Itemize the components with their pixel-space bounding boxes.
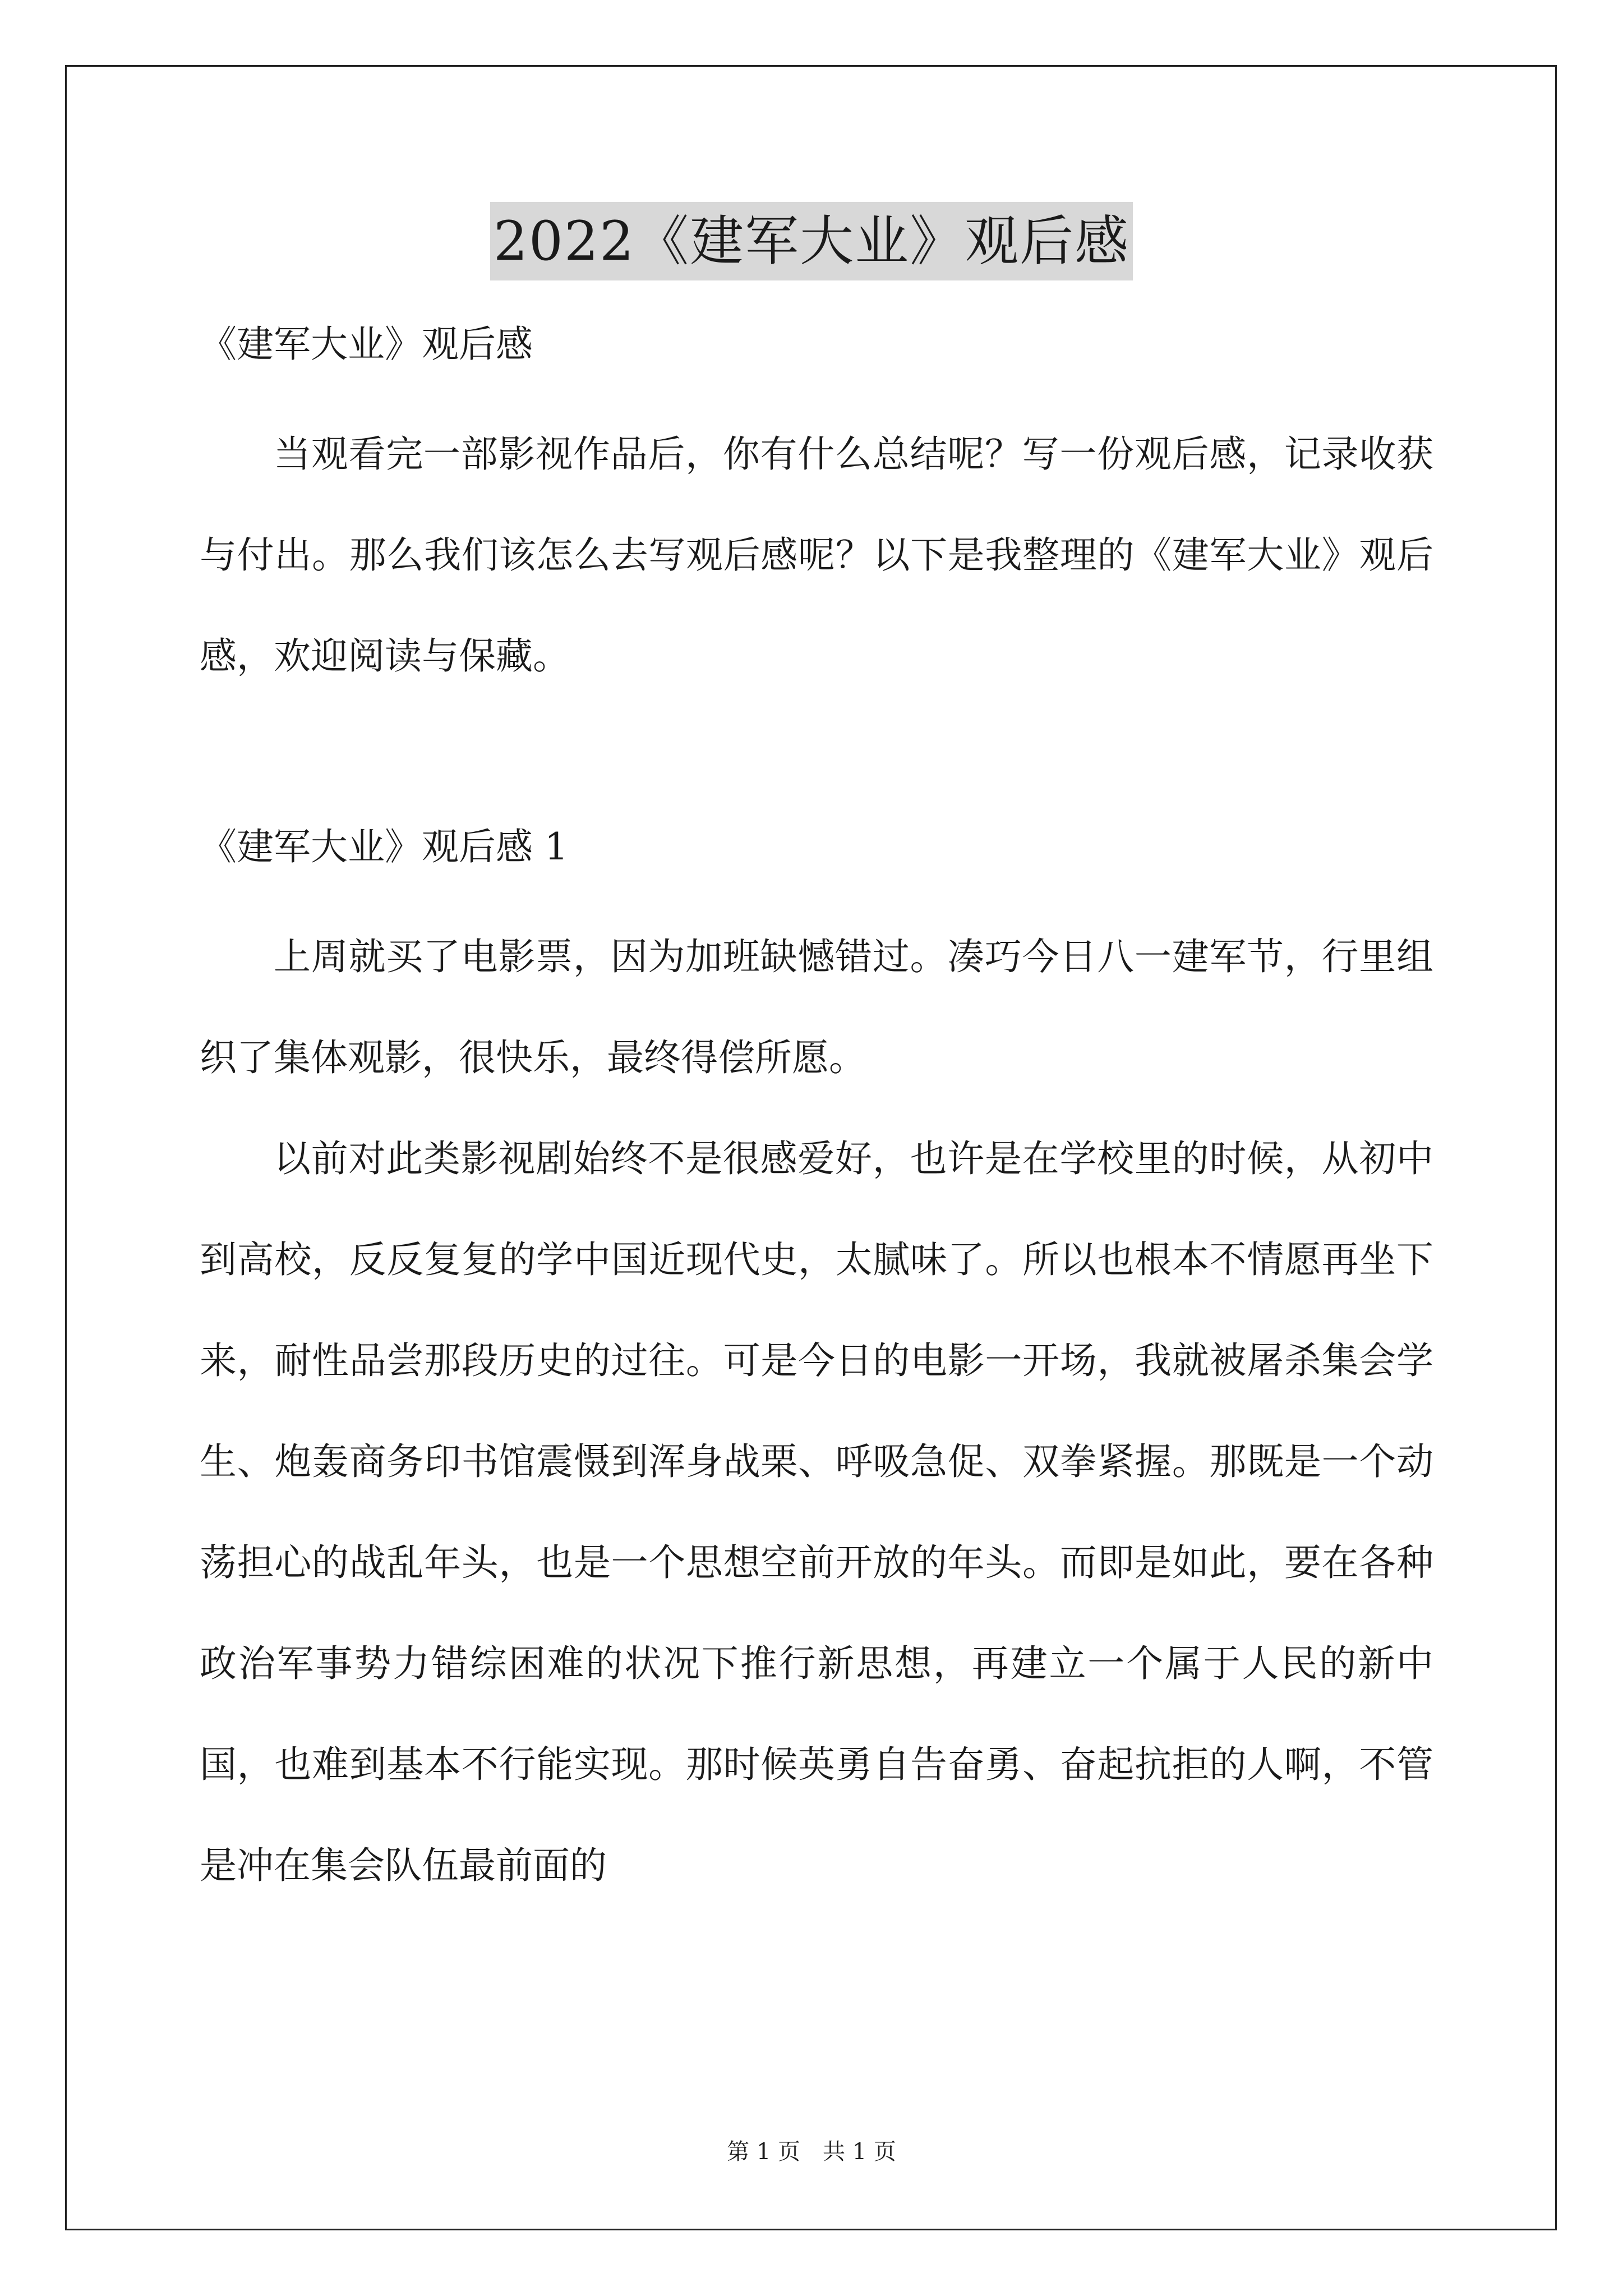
intro-paragraph: 当观看完一部影视作品后，你有什么总结呢？写一份观后感，记录收获与付出。那么我们该怎么去写观后感呢？以下是我整理的《建军大业》观后感，欢迎阅读与保藏。 bbox=[200, 432, 1433, 678]
page-footer: 第 1 页 共 1 页 bbox=[727, 2139, 896, 2165]
document-title: 2022《建军大业》观后感 bbox=[490, 202, 1133, 280]
intro-heading: 《建军大业》观后感 bbox=[200, 323, 533, 366]
section-spacer bbox=[200, 707, 1433, 806]
document-body bbox=[200, 303, 1433, 1916]
section1-heading: 《建军大业》观后感 1 bbox=[200, 825, 568, 868]
section1-paragraph-1: 上周就买了电影票，因为加班缺憾错过。凑巧今日八一建军节，行里组织了集体观影，很快乐，最终得偿所愿。 bbox=[200, 935, 1433, 1079]
title-container bbox=[0, 202, 1623, 280]
section1-paragraph-2: 以前对此类影视剧始终不是很感爱好，也许是在学校里的时候，从初中到高校，反反复复的学中国近现代史，太腻味了。所以也根本不情愿再坐下来，耐性品尝那段历史的过往。可是今日的电影一开场，我就被屠杀集会学生、炮轰商务印书馆震慑到浑身战栗、呼吸急促、双拳紧握。那既是一个动荡担心的战乱年头，也是一个思想空前开放的年头。而即是如此，要在各种政治军事势力错综困难的状况下推行新思想，再建立一个属于人民的新中国，也难到基本不行能实现。那时候英勇自告奋勇、奋起抗拒的人啊，不管是冲在集会队伍最前面的 bbox=[200, 1137, 1433, 1887]
